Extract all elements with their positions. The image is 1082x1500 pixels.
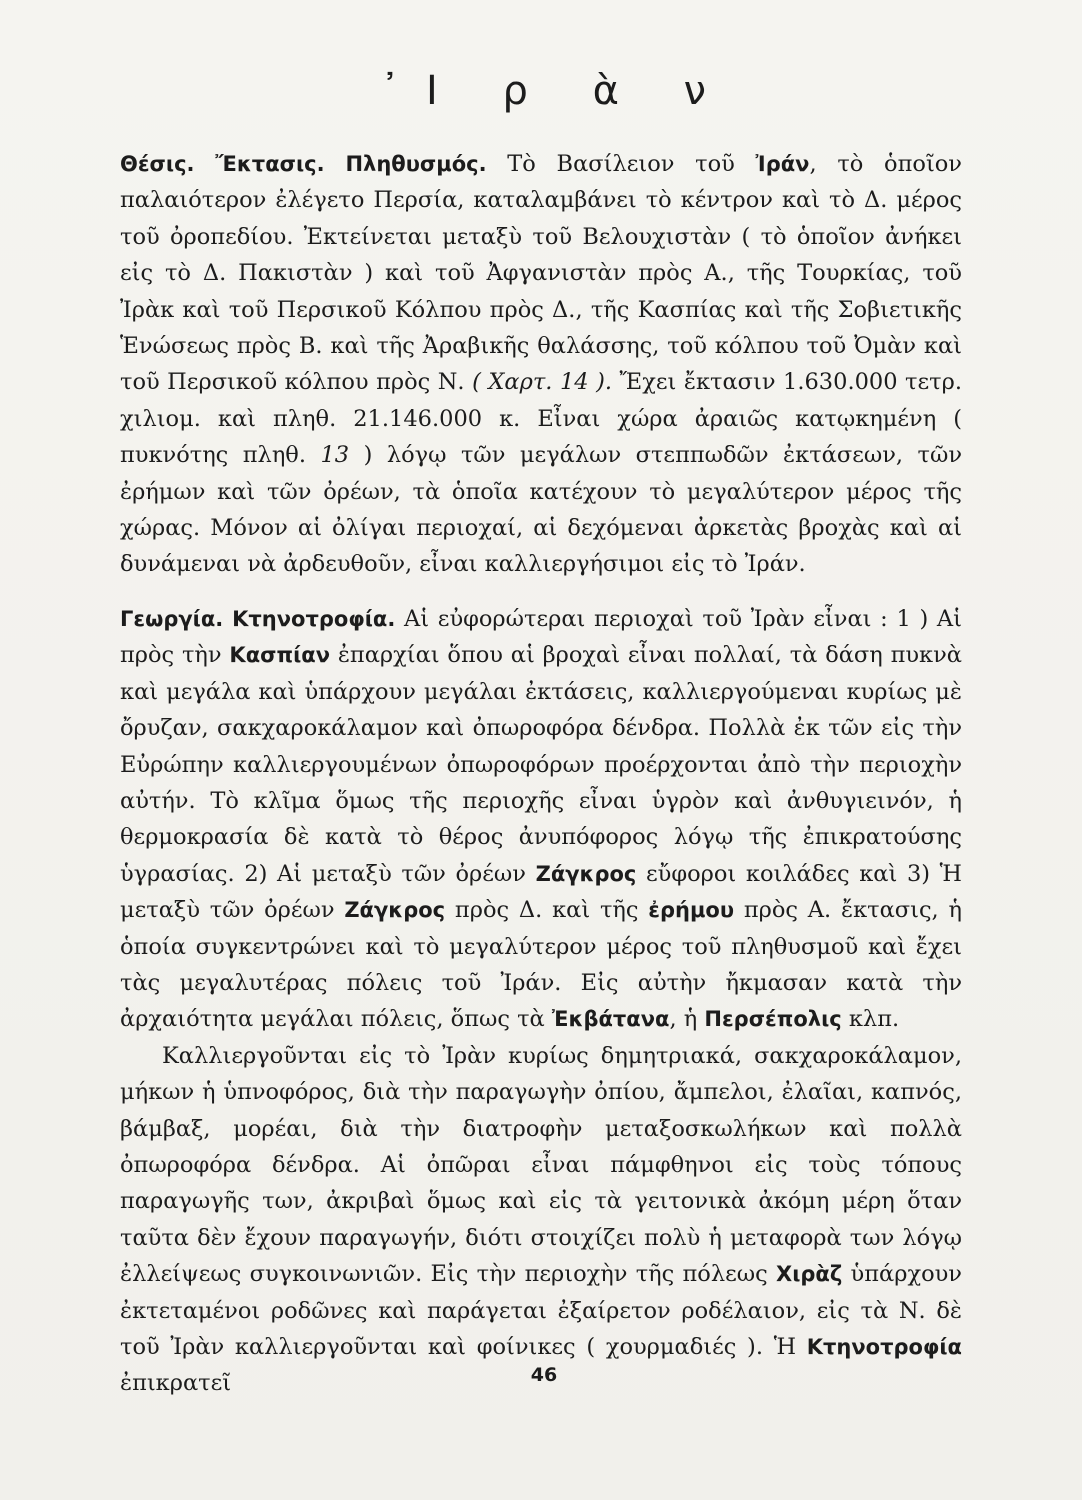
- term-zagros: Ζάγκρος: [535, 861, 637, 886]
- text-run: ἐπικρατεῖ: [120, 1370, 232, 1397]
- text-run: εὔφοροι κοιλάδες καὶ 3) Ἡ μεταξὺ τῶν ὀρέων: [120, 860, 962, 924]
- text-run: Αἱ εὐφορώτεραι περιοχαὶ τοῦ Ἰρὰν εἶναι : 1 ) Αἱ πρὸς τὴν: [120, 605, 963, 669]
- page-number: 46: [530, 1364, 558, 1386]
- page-title: ᾽Ι ρ ὰ ν: [379, 68, 733, 114]
- text-run: Τὸ Βασίλειον τοῦ: [486, 151, 756, 177]
- density-value: 13: [320, 442, 350, 469]
- section-heading-agriculture: Γεωργία. Κτηνοτροφία.: [120, 606, 396, 631]
- text-body: [120, 146, 962, 1402]
- paragraph-agriculture: [120, 601, 962, 1038]
- term-ecbatana: Ἐκβάτανα: [551, 1007, 670, 1032]
- text-run: Ἔχει ἔκτασιν 1.630.000 τετρ. χιλιομ. καὶ πληθ. 21.146.000 κ. Εἶναι χώρα ἀραιῶς κατῳκημένη ( πυκνότης πληθ.: [120, 369, 962, 469]
- text-run: , ἡ: [669, 1006, 705, 1033]
- term-shiraz: Χιρὰζ: [776, 1262, 843, 1287]
- text-run: Καλλιεργοῦνται εἰς τὸ Ἰρὰν κυρίως δημητριακά, σακχαροκάλαμον, μήκων ἡ ὑπνοφόρος, διὰ τὴν παραγωγὴν ὀπίου, ἄμπελοι, ἐλαῖαι, καπνός, βάμβαξ, μορέαι, διὰ τὴν διατροφὴν μεταξοσκωλήκων καὶ πολλὰ ὀπωροφόρα δένδρα. Αἱ ὀπῶραι εἶναι πάμφθηνοι εἰς τοὺς τόπους παραγωγῆς των, ἀκριβαὶ ὅμως καὶ εἰς τὰ γειτονικὰ ἀκόμη μέρη ὅταν ταῦτα δὲν ἔχουν παραγωγήν, διότι στοιχίζει πολὺ ἡ μεταφορὰ των λόγῳ ἐλλείψεως συγκοινωνιῶν. Εἰς τὴν περιοχὴν τῆς πόλεως: [120, 1042, 962, 1288]
- term-desert: ἐρήμου: [648, 898, 735, 923]
- term-persepolis: Περσέπολις: [704, 1007, 842, 1032]
- term-zagros: Ζάγκρος: [344, 898, 446, 923]
- text-run: πρὸς Α. ἔκτασις, ἡ ὁποία συγκεντρώνει καὶ τὸ μεγαλύτερον μέρος τοῦ πληθυσμοῦ καὶ ἔχει τὰς μεγαλυτέρας πόλεις τοῦ Ἰράν. Εἰς αὐτὴν ἤκμασαν κατὰ τὴν ἀρχαιότητα μεγάλαι πόλεις, ὅπως τὰ: [120, 897, 962, 1033]
- map-reference: ( Χαρτ. 14 ).: [472, 369, 613, 396]
- text-run: ἐπαρχίαι ὅπου αἱ βροχαὶ εἶναι πολλαί, τὰ δάση πυκνὰ καὶ μεγάλα καὶ ὑπάρχουν μεγάλαι ἐκτάσεις, καλλιεργούμεναι κυρίως μὲ ὄρυζαν, σακχαροκάλαμον καὶ ὀπωροφόρα δένδρα. Πολλὰ ἐκ τῶν εἰς τὴν Εὐρώπην καλλιεργουμένων ὀπωροφόρων προέρχονται ἀπὸ τὴν περιοχὴν αὐτήν. Τὸ κλῖμα ὅμως τῆς περιοχῆς εἶναι ὑγρὸν καὶ ἀνθυγιεινόν, ἡ θερμοκρασία δὲ κατὰ τὸ θέρος ἀνυπόφορος λόγῳ τῆς ἐπικρατούσης ὑγρασίας. 2) Αἱ μεταξὺ τῶν ὀρέων: [120, 642, 962, 887]
- paragraph-crops: [120, 1038, 962, 1402]
- text-run: ὑπάρχουν ἐκτεταμένοι ροδῶνες καὶ παράγεται ἐξαίρετον ροδέλαιον, εἰς τὰ Ν. δὲ τοῦ Ἰρὰν καλλιεργοῦνται καὶ φοίνικες ( χουρμαδιές ). Ἡ: [120, 1261, 962, 1360]
- text-run: κλπ.: [841, 1006, 900, 1033]
- text-run: ) λόγῳ τῶν μεγάλων στεππωδῶν ἐκτάσεων, τῶν ἐρήμων καὶ τῶν ὀρέων, τὰ ὁποῖα κατέχουν τὸ μεγαλύτερον μέρος τῆς χώρας. Μόνον αἱ ὀλίγαι περιοχαί, αἱ δεχόμεναι ἀρκετὰς βροχὰς καὶ αἱ δυνάμεναι νὰ ἀρδευθοῦν, εἶναι καλλιεργήσιμοι εἰς τὸ Ἰράν.: [120, 442, 962, 578]
- text-run: πρὸς Δ. καὶ τῆς: [445, 897, 649, 924]
- paragraph-position-area-population: [120, 146, 962, 583]
- text-run: , τὸ ὁποῖον παλαιότερον ἐλέγετο Περσία, καταλαμβάνει τὸ κέντρον καὶ τὸ Δ. μέρος τοῦ ὀροπεδίου. Ἐκτείνεται μεταξὺ τοῦ Βελουχιστὰν ( τὸ ὁποῖον ἀνήκει εἰς τὸ Δ. Πακιστὰν ) καὶ τοῦ Ἀφγανιστὰν πρὸς Α., τῆς Τουρκίας, τοῦ Ἰρὰκ καὶ τοῦ Περσικοῦ Κόλπου πρὸς Δ., τῆς Κασπίας καὶ τῆς Σοβιετικῆς Ἑνώσεως πρὸς Β. καὶ τῆς Ἀραβικῆς θαλάσσης, τοῦ κόλπου τοῦ Ὀμὰν καὶ τοῦ Περσικοῦ κόλπου πρὸς Ν.: [120, 151, 962, 396]
- term-iran: Ἰράν: [755, 152, 810, 176]
- section-heading-position: Θέσις. Ἔκτασις. Πληθυσμός.: [120, 152, 487, 176]
- term-livestock: Κτηνοτροφία: [806, 1335, 962, 1359]
- term-caspian: Κασπίαν: [229, 643, 331, 668]
